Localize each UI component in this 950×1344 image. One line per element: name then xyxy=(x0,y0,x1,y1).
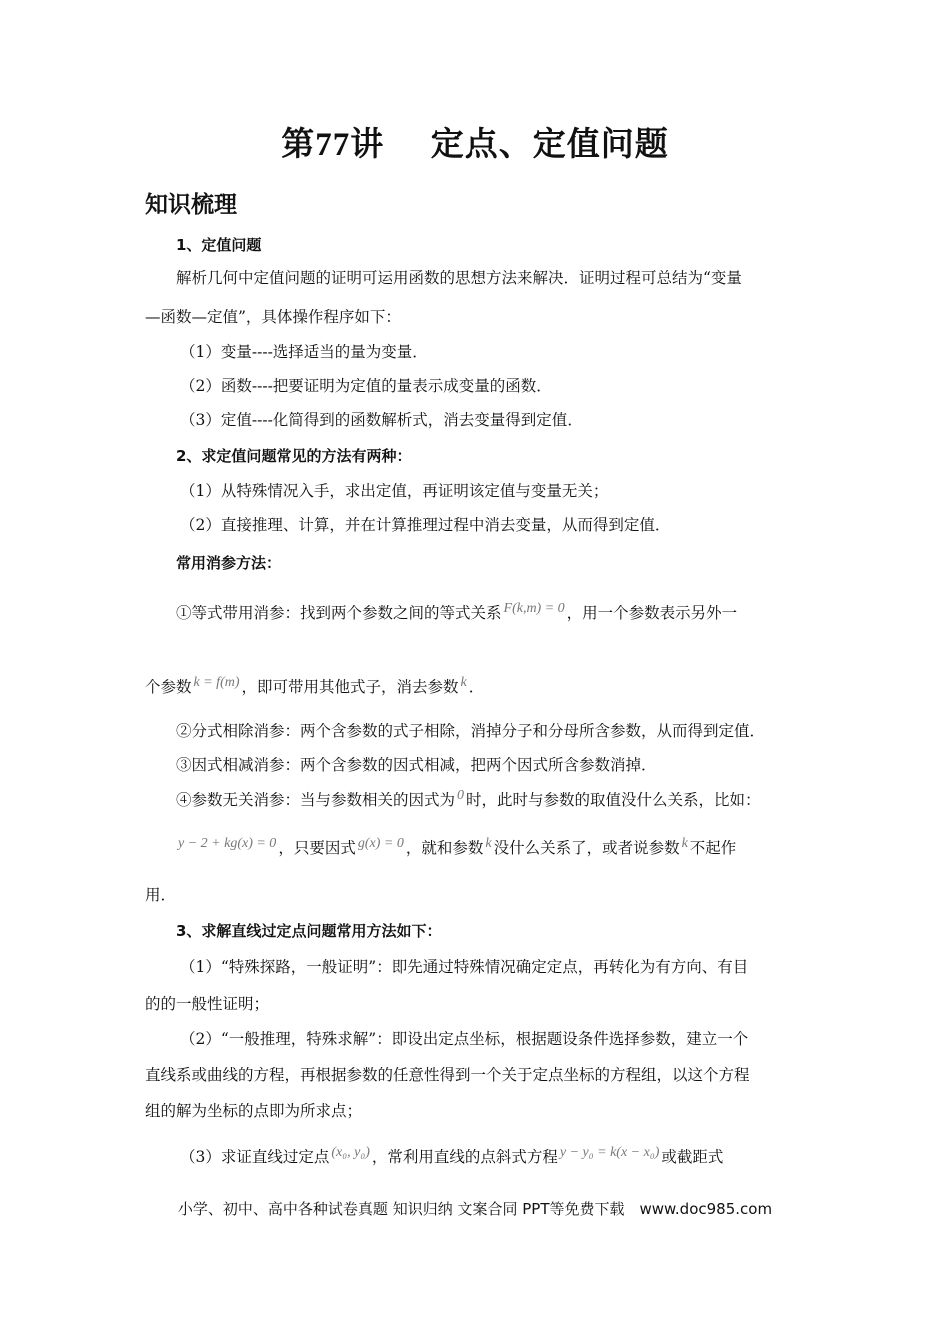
title-rest: 讲 定点、定值问题 xyxy=(350,124,669,163)
text-segment: ． xyxy=(468,678,485,696)
paragraph-line: （2）“一般推理，特殊求解”：即设出定点坐标，根据题设条件选择参数，建立一个 xyxy=(180,1030,749,1048)
math-formula: 0 xyxy=(457,788,465,803)
step-line: （2）函数----把要证明为定值的量表示成变量的函数． xyxy=(180,377,552,395)
text-segment: 时，此时与参数的取值没什么关系，比如： xyxy=(466,791,761,809)
text-segment: 或截距式 xyxy=(661,1148,724,1166)
text-segment: 没什么关系了，或者说参数 xyxy=(493,839,680,857)
heading-3: 常用消参方法： xyxy=(176,554,282,572)
math-formula: F(k,m) = 0 xyxy=(503,601,565,616)
title-prefix: 第 xyxy=(281,124,316,163)
title-number: 77 xyxy=(315,127,351,163)
math-formula: g(x) = 0 xyxy=(357,836,404,851)
method-line: （2）直接推理、计算，并在计算推理过程中消去变量，从而得到定值． xyxy=(180,516,671,534)
paragraph-line: 组的解为坐标的点即为所求点； xyxy=(145,1102,363,1120)
section-heading: 知识梳理 xyxy=(145,192,237,218)
paragraph-line: —函数—定值”，具体操作程序如下： xyxy=(145,308,401,326)
paragraph-line xyxy=(180,1147,840,1169)
paragraph-line: 用． xyxy=(145,886,177,904)
page-footer: 小学、初中、高中各种试卷真题 知识归纳 文案合同 PPT等免费下载 www.doc985.com xyxy=(177,1200,773,1218)
math-formula: k = f(m) xyxy=(193,675,240,690)
math-formula: k xyxy=(460,675,467,690)
heading-2: 2、求定值问题常见的方法有两种： xyxy=(176,447,412,465)
text-segment: ，只要因式 xyxy=(278,839,356,857)
math-formula: y − 2 + kg(x) = 0 xyxy=(178,836,277,851)
heading-4: 3、求解直线过定点问题常用方法如下： xyxy=(176,922,442,940)
step-line: （3）定值----化简得到的函数解析式，消去变量得到定值． xyxy=(180,411,583,429)
paragraph-line xyxy=(145,677,805,699)
math-formula: (x₀, y₀) xyxy=(331,1145,370,1160)
paragraph-line xyxy=(176,838,836,860)
step-line: （1）变量----选择适当的量为变量． xyxy=(180,343,428,361)
math-formula: k xyxy=(485,836,492,851)
paragraph-line: 直线系或曲线的方程，再根据参数的任意性得到一个关于定点坐标的方程组，以这个方程 xyxy=(145,1066,750,1084)
text-segment: ①等式带用消参：找到两个参数之间的等式关系 xyxy=(176,604,502,622)
heading-1: 1、定值问题 xyxy=(176,236,262,254)
text-segment: ，即可带用其他式子，消去参数 xyxy=(241,678,459,696)
method-line: （1）从特殊情况入手，求出定值，再证明该定值与变量无关； xyxy=(180,482,609,500)
text-segment: ，就和参数 xyxy=(405,839,484,857)
paragraph-line: （1）“特殊探路，一般证明”：即先通过特殊情况确定定点，再转化为有方向、有目 xyxy=(180,958,749,976)
page-title xyxy=(0,118,950,165)
text-segment: ，常利用直线的点斜式方程 xyxy=(371,1148,558,1166)
math-formula: k xyxy=(681,836,688,851)
paragraph-line: 的的一般性证明； xyxy=(145,995,270,1013)
text-segment: 个参数 xyxy=(145,678,192,696)
paragraph-line xyxy=(176,790,836,812)
text-segment: （3）求证直线过定点 xyxy=(180,1148,330,1166)
paragraph-line xyxy=(176,603,836,625)
math-formula: y − y₀ = k(x − x₀) xyxy=(559,1145,660,1160)
paragraph-line: 解析几何中定值问题的证明可运用函数的思想方法来解决．证明过程可总结为“变量 xyxy=(176,269,742,287)
paragraph-line: ②分式相除消参：两个含参数的式子相除，消掉分子和分母所含参数，从而得到定值． xyxy=(176,722,766,740)
text-segment: ④参数无关消参：当与参数相关的因式为 xyxy=(176,791,456,809)
paragraph-line: ③因式相减消参：两个含参数的因式相减，把两个因式所含参数消掉． xyxy=(176,756,657,774)
text-segment: 不起作 xyxy=(689,839,737,857)
text-segment: ，用一个参数表示另外一 xyxy=(566,604,738,622)
